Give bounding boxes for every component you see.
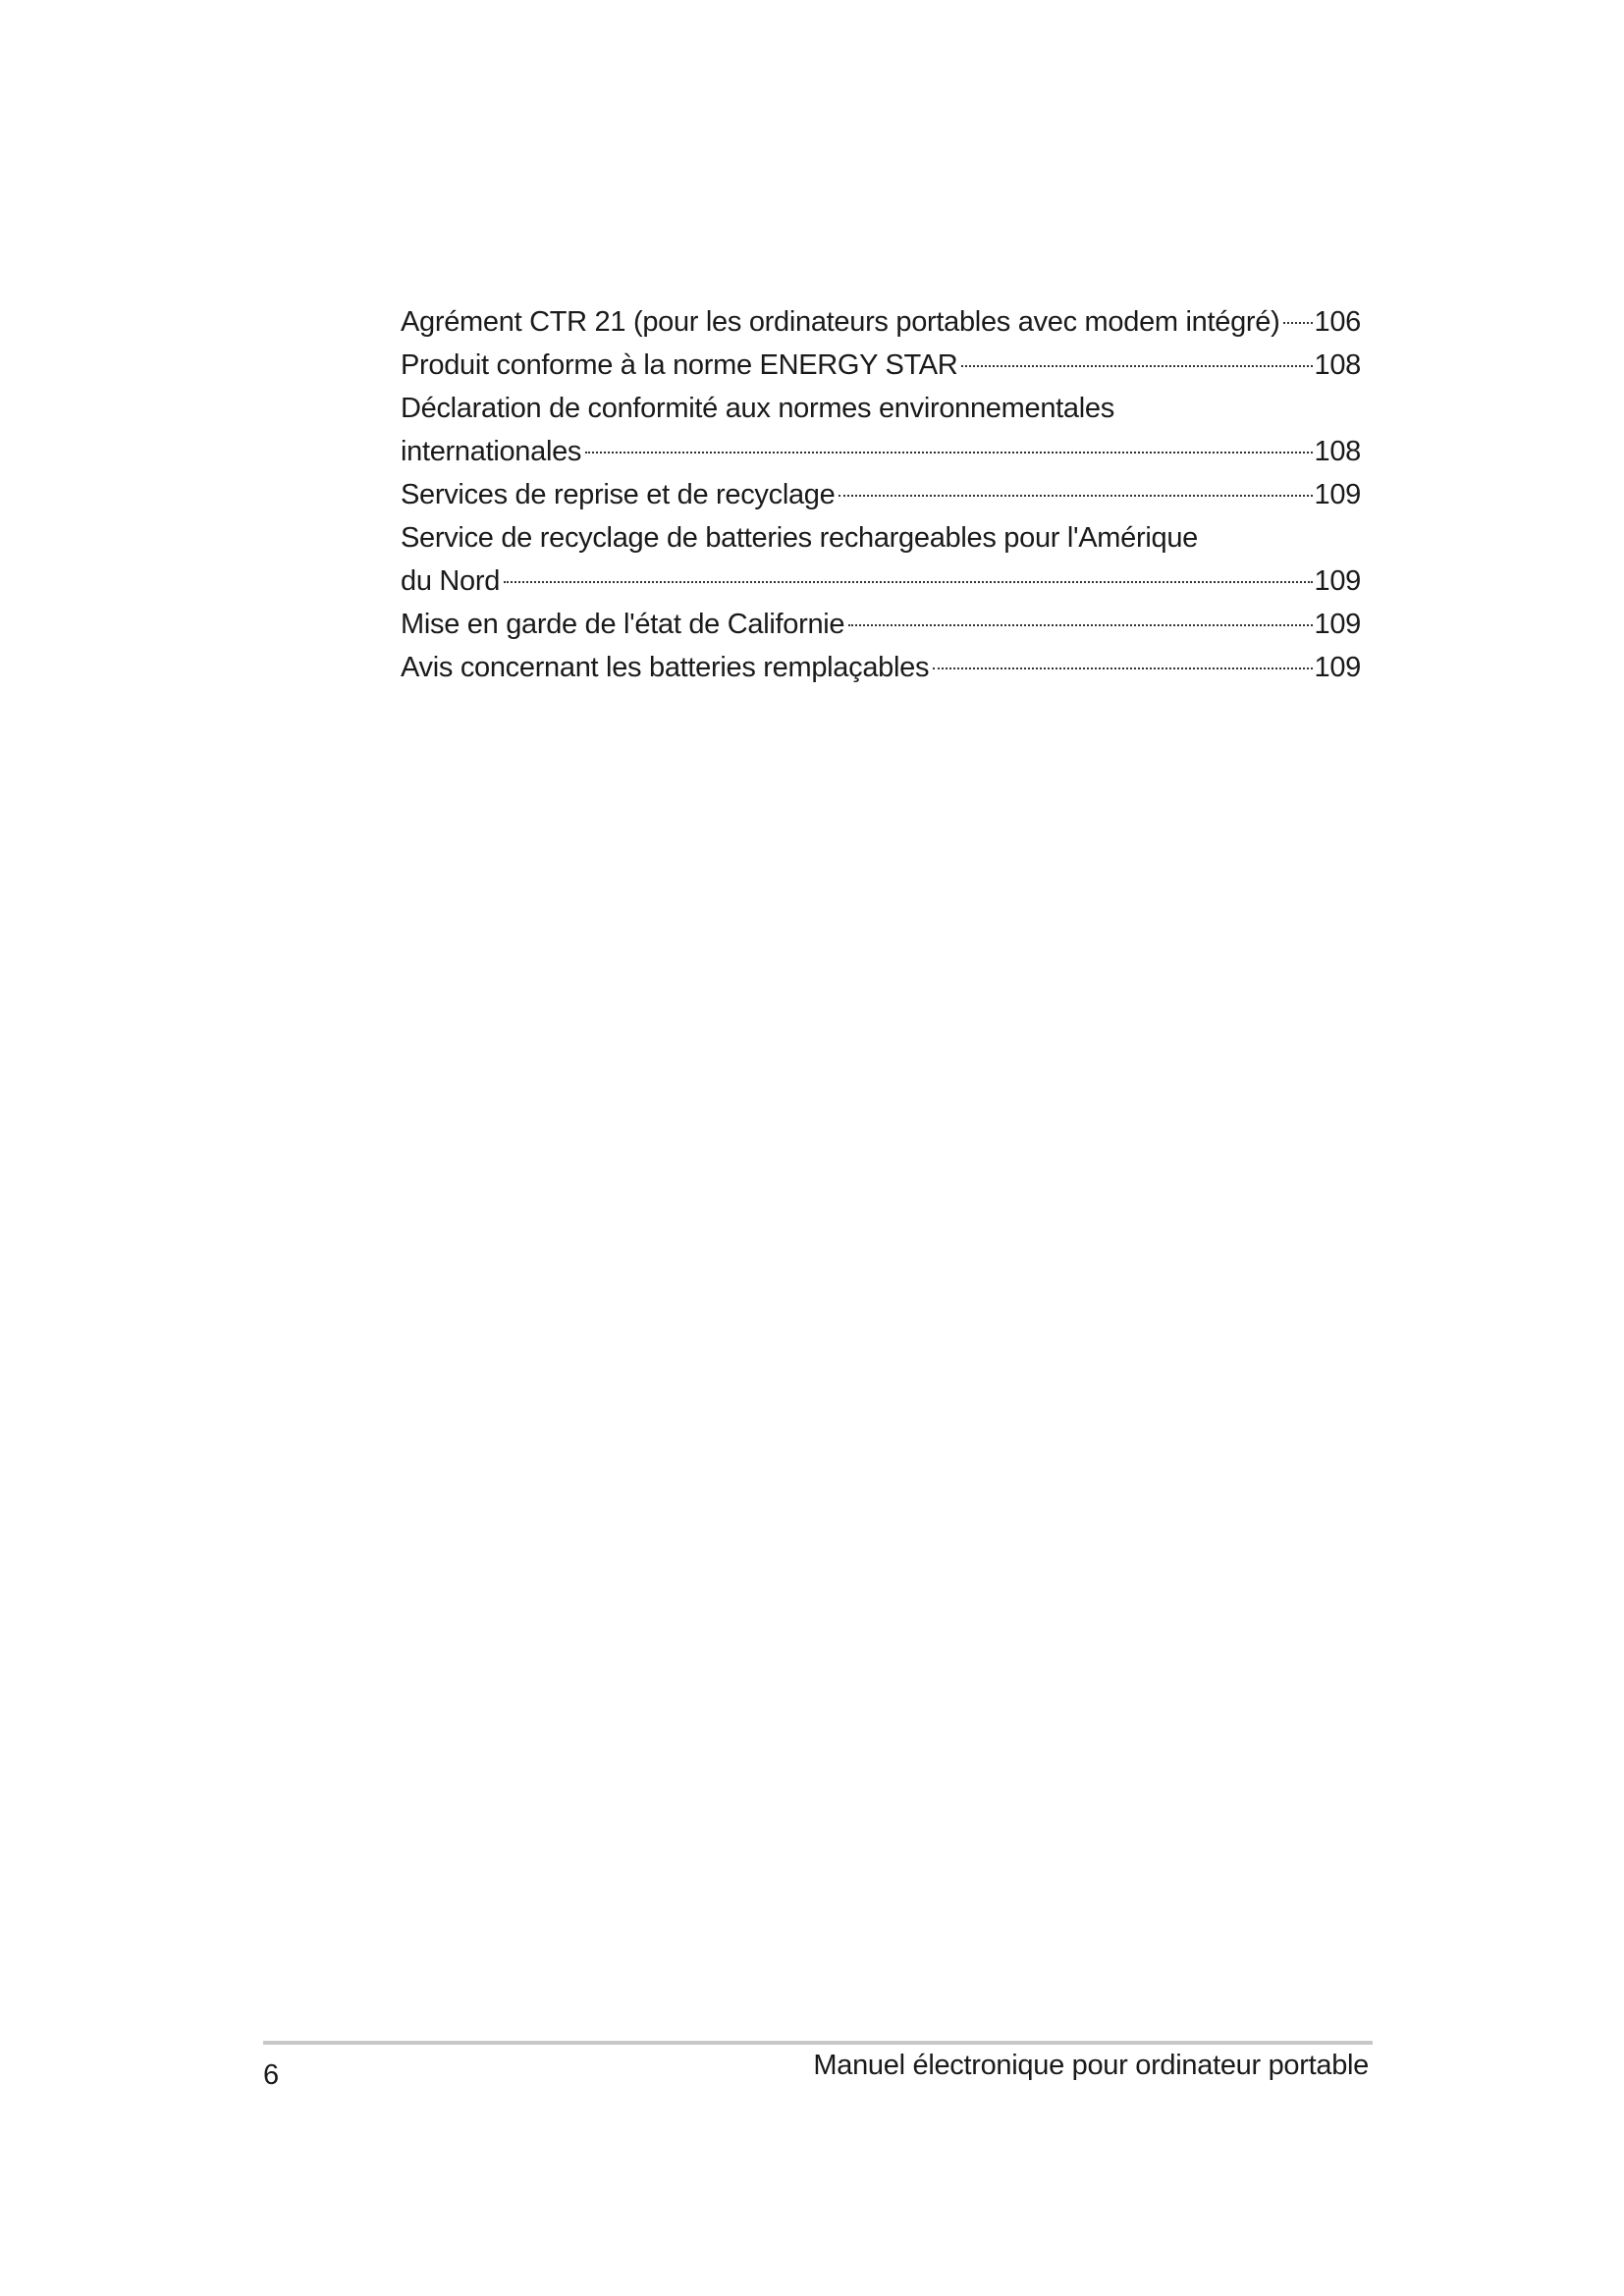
toc-entry[interactable] bbox=[401, 300, 1361, 344]
dot-leader bbox=[1283, 322, 1312, 324]
dot-leader bbox=[848, 624, 1312, 626]
toc-entry[interactable] bbox=[401, 473, 1361, 516]
toc-entry-title: internationales bbox=[401, 436, 582, 467]
footer-divider bbox=[263, 2041, 1373, 2045]
toc-entry-title-line1: Déclaration de conformité aux normes environnementales bbox=[401, 393, 1114, 424]
manual-title: Manuel électronique pour ordinateur portable bbox=[813, 2050, 1369, 2081]
dot-leader bbox=[839, 495, 1312, 497]
dot-leader bbox=[585, 452, 1312, 454]
dot-leader bbox=[504, 581, 1312, 583]
dot-leader bbox=[961, 365, 1312, 367]
toc-entry-page: 106 bbox=[1314, 306, 1361, 338]
page-number: 6 bbox=[263, 2059, 280, 2091]
toc-entry-title: Agrément CTR 21 (pour les ordinateurs portables avec modem intégré) bbox=[401, 306, 1280, 338]
toc-entry-title: Avis concernant les batteries remplaçables bbox=[401, 652, 930, 683]
table-of-contents bbox=[401, 300, 1361, 689]
toc-entry-title: Services de reprise et de recyclage bbox=[401, 479, 836, 510]
toc-entry-title: du Nord bbox=[401, 565, 501, 597]
toc-entry[interactable] bbox=[401, 344, 1361, 387]
toc-entry-title-line1: Service de recyclage de batteries rechargeables pour l'Amérique bbox=[401, 522, 1198, 554]
toc-entry[interactable] bbox=[401, 646, 1361, 689]
toc-entry-page: 108 bbox=[1314, 349, 1361, 381]
toc-entry-title: Mise en garde de l'état de Californie bbox=[401, 609, 845, 640]
dot-leader bbox=[933, 667, 1312, 669]
toc-entry-page: 109 bbox=[1314, 479, 1361, 510]
toc-entry[interactable] bbox=[401, 387, 1361, 473]
toc-entry-page: 109 bbox=[1314, 565, 1361, 597]
toc-entry-page: 109 bbox=[1314, 609, 1361, 640]
toc-entry-page: 108 bbox=[1314, 436, 1361, 467]
toc-entry-page: 109 bbox=[1314, 652, 1361, 683]
toc-entry[interactable] bbox=[401, 603, 1361, 646]
toc-entry[interactable] bbox=[401, 516, 1361, 603]
toc-entry-title: Produit conforme à la norme ENERGY STAR bbox=[401, 349, 958, 381]
